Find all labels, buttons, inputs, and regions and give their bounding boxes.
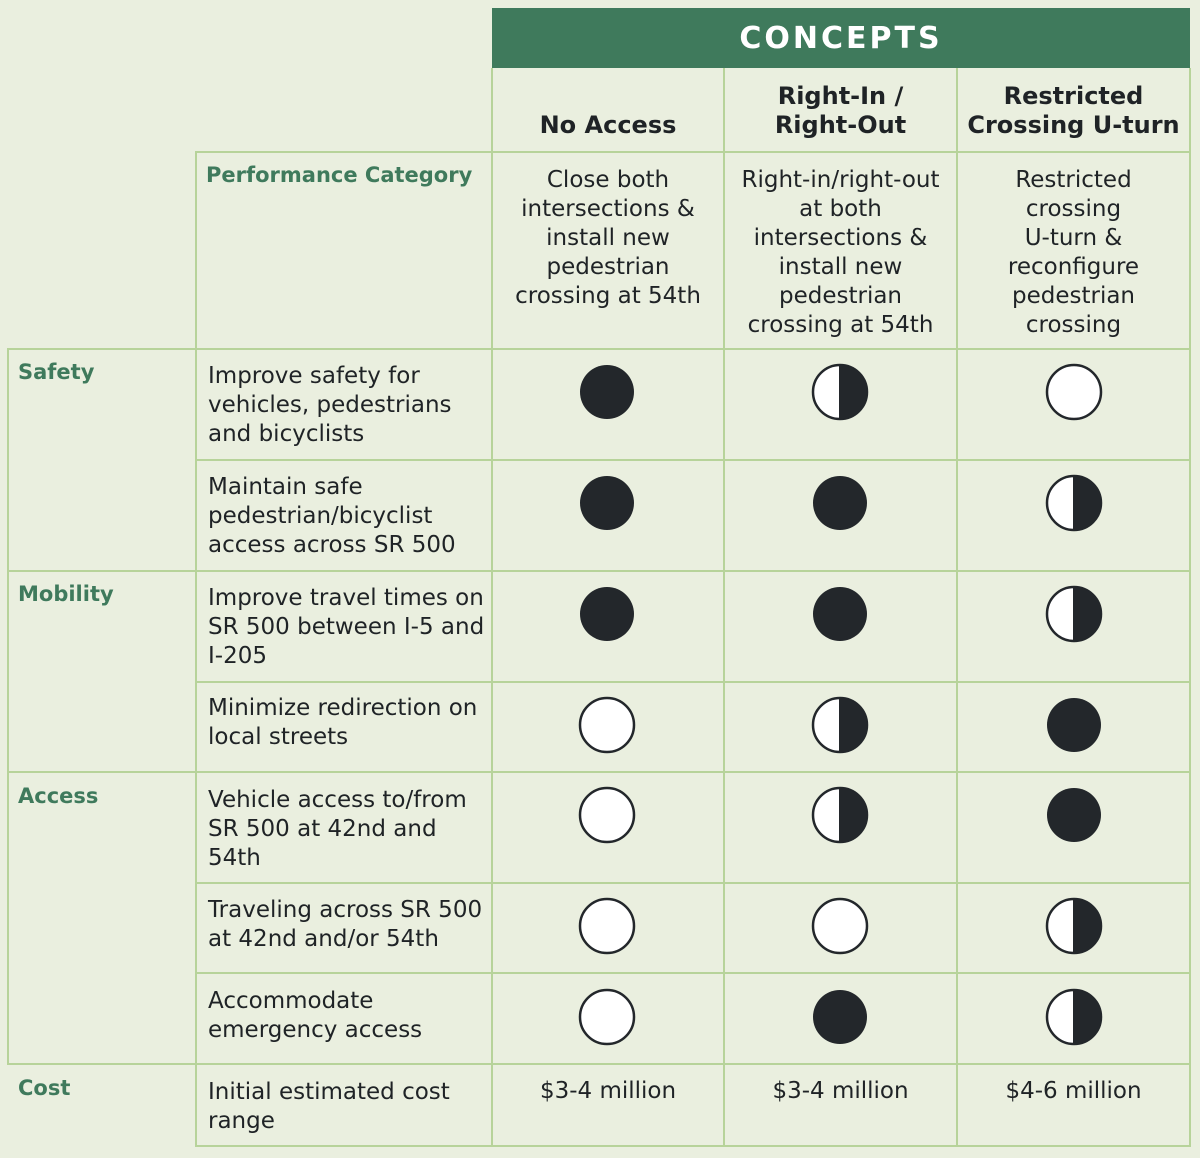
grid-line — [7, 771, 1191, 773]
cost-value-right-in-right-out: $3-4 million — [772, 1078, 909, 1104]
description-line: U-turn & — [1024, 225, 1123, 251]
criterion-travel-times — [208, 584, 490, 671]
harvey-ball-half-icon — [810, 695, 870, 755]
cost-value-restricted-crossing: $4-6 million — [1005, 1078, 1142, 1104]
description-line: intersections & — [521, 196, 695, 222]
description-line: crossing at 54th — [747, 312, 934, 338]
description-line: pedestrian — [778, 283, 903, 309]
description-line: Restricted crossing — [1015, 167, 1132, 222]
harvey-ball-full-icon — [810, 987, 870, 1047]
grid-line — [195, 972, 1191, 974]
criterion-line: local streets — [208, 724, 349, 750]
harvey-ball-full-icon — [810, 584, 870, 644]
harvey-ball-full-icon — [577, 362, 637, 422]
category-access: Access — [18, 784, 99, 808]
concept-title-line: No Access — [539, 111, 677, 139]
grid-line — [7, 1063, 1191, 1065]
description-line: crossing — [1025, 312, 1122, 338]
harvey-ball-half-icon — [810, 785, 870, 845]
harvey-ball-empty-icon — [1044, 362, 1104, 422]
criterion-line: Improve safety for — [208, 363, 420, 389]
description-line: install new — [778, 254, 903, 280]
description-line: intersections & — [753, 225, 928, 251]
criterion-safe-ped-bike-access — [208, 473, 488, 560]
description-line: at both — [799, 196, 882, 222]
criterion-line: 54th — [208, 845, 261, 871]
concept-title-line: Restricted — [1003, 82, 1144, 110]
description-line: Close both — [546, 167, 670, 193]
description-line: reconfigure — [1007, 254, 1140, 280]
grid-line — [195, 151, 197, 1146]
grid-line — [956, 68, 958, 1146]
criterion-line: Minimize redirection on — [208, 695, 478, 721]
criterion-crossing-sr500 — [208, 896, 490, 954]
concept-header-restricted-crossing — [957, 70, 1190, 152]
grid-line — [1189, 68, 1191, 1146]
concept-description-restricted-crossing — [957, 166, 1190, 340]
criterion-line: SR 500 between I-5 and — [208, 614, 485, 640]
grid-line — [7, 348, 1191, 350]
category-cost: Cost — [18, 1076, 71, 1100]
description-line: Right-in/right-out — [741, 167, 940, 193]
description-line: install new — [546, 225, 670, 251]
harvey-ball-half-icon — [1044, 987, 1104, 1047]
description-line: crossing at 54th — [515, 283, 701, 309]
grid-line — [195, 681, 1191, 683]
performance-category-label: Performance Category — [206, 163, 473, 187]
concept-description-no-access — [492, 166, 724, 311]
category-mobility: Mobility — [18, 582, 114, 606]
criterion-safety-all-users — [208, 362, 488, 449]
concept-header-no-access — [492, 70, 724, 152]
criterion-line: range — [208, 1108, 275, 1134]
harvey-ball-empty-icon — [577, 695, 637, 755]
harvey-ball-full-icon — [810, 473, 870, 533]
harvey-ball-full-icon — [1044, 785, 1104, 845]
harvey-ball-empty-icon — [577, 785, 637, 845]
criterion-line: and bicyclists — [208, 421, 365, 447]
concept-header-right-in-right-out — [724, 70, 957, 152]
concept-title-line: Right-Out — [774, 111, 907, 139]
criterion-line: pedestrian/bicyclist — [208, 503, 433, 529]
criterion-emergency-access — [208, 987, 490, 1045]
harvey-ball-full-icon — [577, 473, 637, 533]
harvey-ball-half-icon — [1044, 473, 1104, 533]
grid-line — [491, 68, 493, 1146]
criterion-local-redirection — [208, 694, 490, 752]
criterion-line: access across SR 500 — [208, 532, 456, 558]
grid-line — [7, 570, 1191, 572]
harvey-ball-empty-icon — [577, 987, 637, 1047]
criterion-cost-range — [208, 1078, 490, 1136]
criterion-line: I-205 — [208, 643, 267, 669]
harvey-ball-half-icon — [1044, 896, 1104, 956]
harvey-ball-empty-icon — [577, 896, 637, 956]
cost-value-no-access: $3-4 million — [539, 1078, 677, 1104]
harvey-ball-full-icon — [1044, 695, 1104, 755]
concept-description-right-in-right-out — [724, 166, 957, 340]
harvey-ball-half-icon — [810, 362, 870, 422]
criterion-vehicle-access — [208, 786, 490, 873]
criterion-line: emergency access — [208, 1017, 423, 1043]
criterion-line: at 42nd and/or 54th — [208, 926, 439, 952]
grid-line — [195, 151, 1191, 153]
criterion-line: SR 500 at 42nd and — [208, 816, 437, 842]
harvey-ball-empty-icon — [810, 896, 870, 956]
grid-line — [723, 68, 725, 1146]
criterion-line: vehicles, pedestrians — [208, 392, 452, 418]
criterion-line: Maintain safe — [208, 474, 363, 500]
concepts-banner: CONCEPTS — [492, 8, 1190, 68]
criterion-line: Improve travel times on — [208, 585, 484, 611]
grid-line — [195, 1145, 1191, 1147]
description-line: pedestrian — [1011, 283, 1136, 309]
grid-line — [195, 459, 1191, 461]
category-safety: Safety — [18, 360, 95, 384]
grid-line — [195, 882, 1191, 884]
harvey-ball-half-icon — [1044, 584, 1104, 644]
harvey-ball-full-icon — [577, 584, 637, 644]
description-line: pedestrian — [546, 254, 670, 280]
criterion-line: Traveling across SR 500 — [208, 897, 483, 923]
grid-line — [7, 348, 9, 1064]
concept-title-line: Crossing U-turn — [967, 111, 1180, 139]
criterion-line: Initial estimated cost — [208, 1079, 450, 1105]
concept-title-line: Right-In / — [777, 82, 904, 110]
criterion-line: Vehicle access to/from — [208, 787, 467, 813]
criterion-line: Accommodate — [208, 988, 374, 1014]
